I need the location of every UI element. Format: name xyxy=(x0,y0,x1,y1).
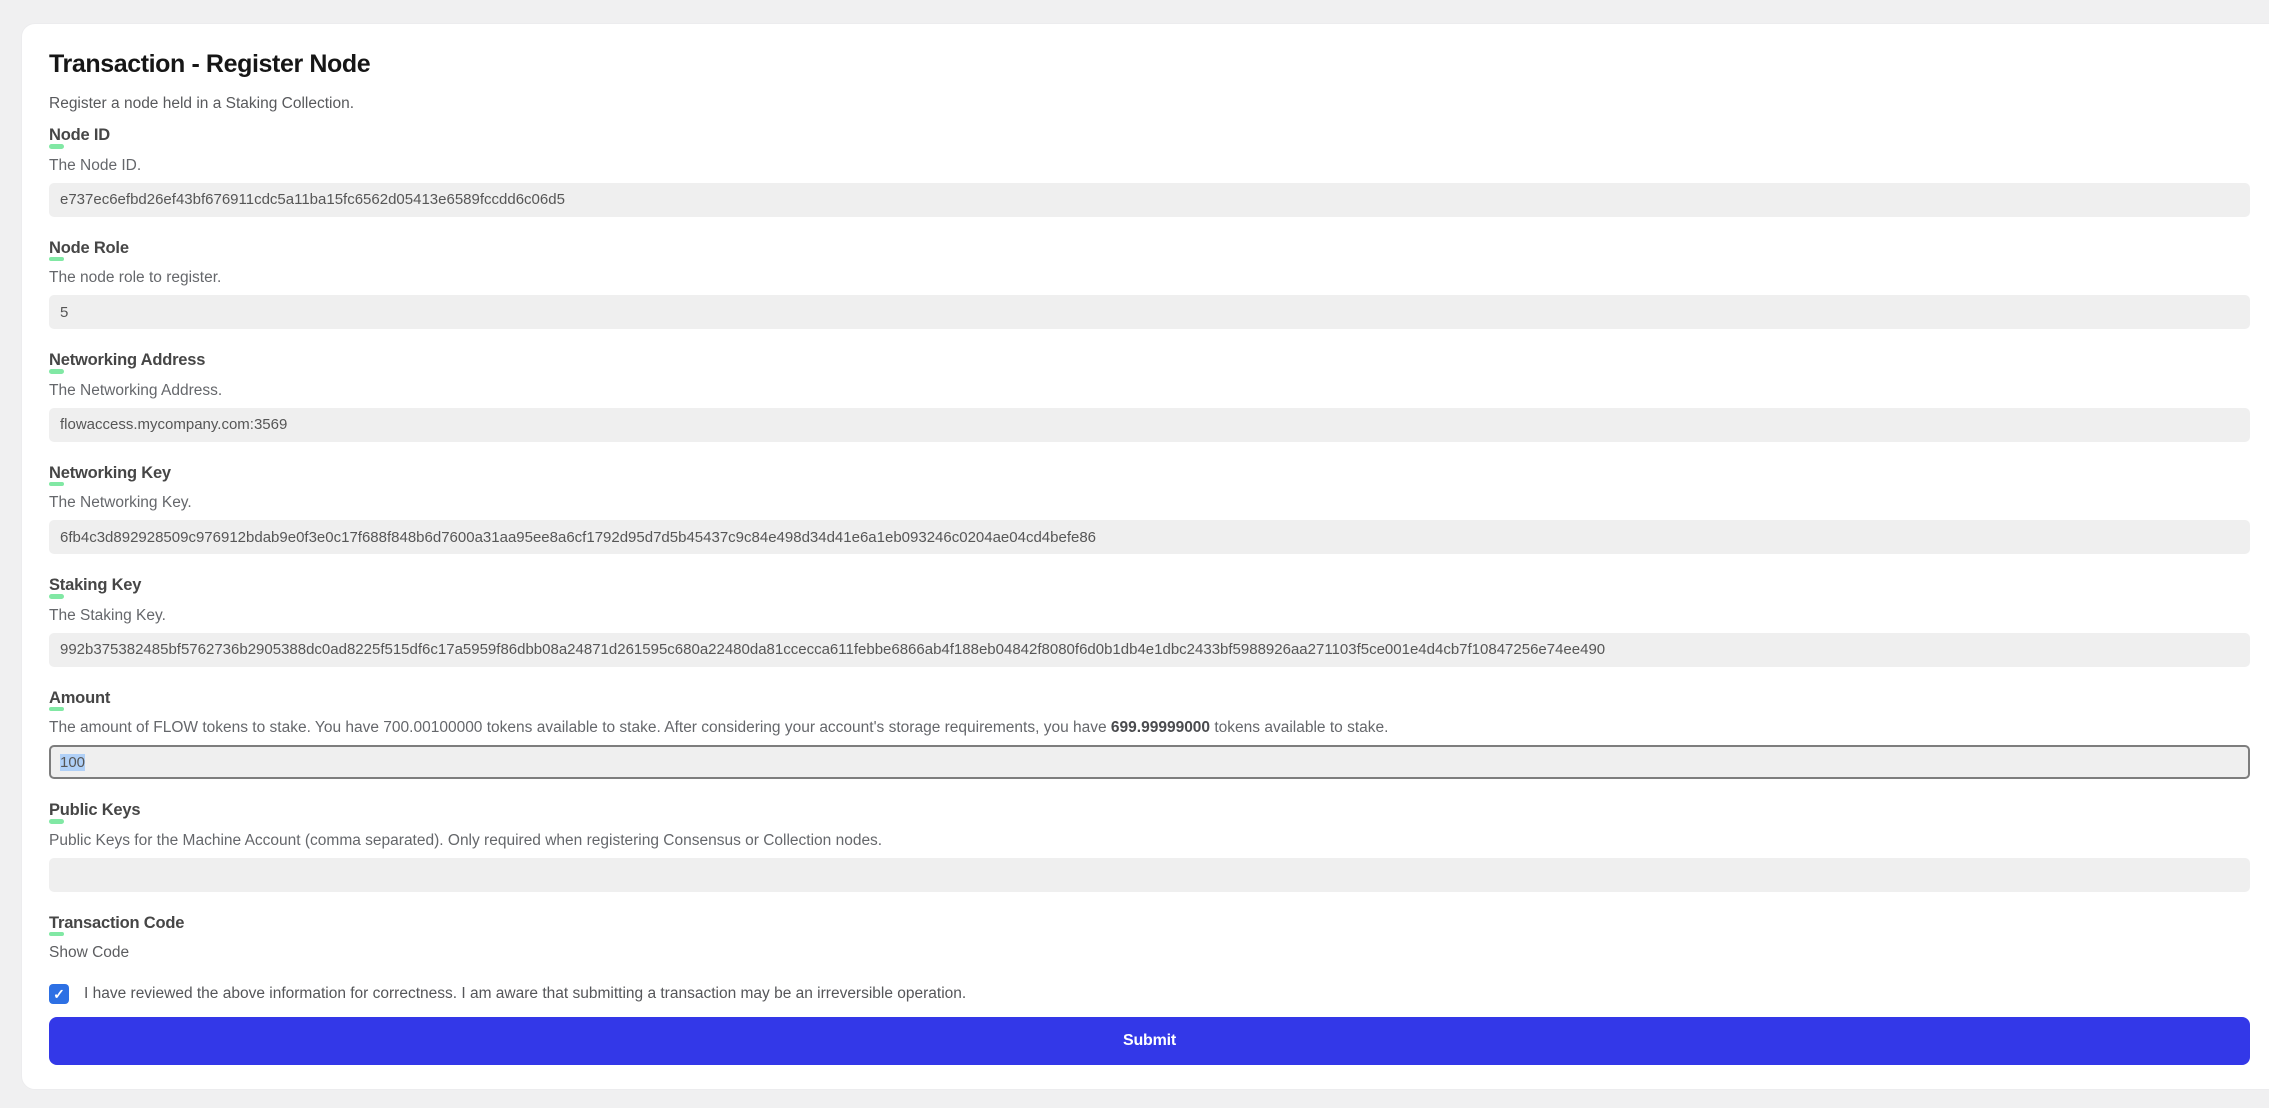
label-underline-decoration xyxy=(49,707,64,712)
node-role-label: Node Role xyxy=(49,238,129,257)
public-keys-input[interactable] xyxy=(49,858,2250,892)
checkmark-icon: ✓ xyxy=(53,985,65,1002)
networking-key-description: The Networking Key. xyxy=(49,494,192,511)
public-keys-description: Public Keys for the Machine Account (comma separated). Only required when registering Consensus or Collection nodes. xyxy=(49,831,883,849)
networking-address-description: The Networking Address. xyxy=(49,381,223,399)
confirmation-row xyxy=(49,984,2250,1004)
submit-button[interactable]: Submit xyxy=(49,1017,2250,1065)
field-amount xyxy=(49,690,2250,780)
label-underline-decoration xyxy=(49,932,64,937)
field-node-role xyxy=(49,240,2250,330)
networking-key-value: 6fb4c3d892928509c976912bdab9e0f3e0c17f688f848b6d7600a31aa95ee8a6cf1792d95d7d5b45437c9c84e498d34d41e6a1eb093246c0204ae04cd4befe86 xyxy=(60,528,1097,546)
networking-address-input[interactable] xyxy=(49,408,2250,442)
networking-address-value: flowaccess.mycompany.com:3569 xyxy=(60,416,288,433)
label-underline-decoration xyxy=(49,369,64,374)
transaction-code-label: Transaction Code xyxy=(49,913,185,932)
label-underline-decoration xyxy=(49,144,64,149)
node-role-description: The node role to register. xyxy=(49,269,222,286)
confirmation-checkbox[interactable] xyxy=(49,984,69,1004)
staking-key-description: The Staking Key. xyxy=(49,606,166,624)
field-networking-address xyxy=(49,352,2250,442)
label-underline-decoration xyxy=(49,482,64,487)
field-staking-key xyxy=(49,577,2250,667)
field-networking-key xyxy=(49,465,2250,555)
networking-key-input[interactable] xyxy=(49,520,2250,554)
transaction-form-card xyxy=(21,23,2269,1090)
public-keys-label: Public Keys xyxy=(49,801,141,819)
label-underline-decoration xyxy=(49,819,64,824)
show-code-toggle[interactable]: Show Code xyxy=(49,944,130,961)
node-id-value: e737ec6efbd26ef43bf676911cdc5a11ba15fc6562d05413e6589fccdd6c06d5 xyxy=(60,191,565,208)
label-underline-decoration xyxy=(49,594,64,599)
amount-input[interactable] xyxy=(49,745,2250,779)
amount-label: Amount xyxy=(49,688,111,707)
field-transaction-code xyxy=(49,915,2250,963)
node-role-input[interactable] xyxy=(49,295,2250,329)
page-subtitle: Register a node held in a Staking Collection. xyxy=(49,95,355,112)
networking-key-label: Networking Key xyxy=(49,463,171,482)
field-public-keys xyxy=(49,802,2250,892)
amount-description: The amount of FLOW tokens to stake. You have 700.00100000 tokens available to stake. After considering your account's storage requirements, you have 699.99999000 tokens available to stake. xyxy=(49,719,1389,736)
node-id-label: Node ID xyxy=(49,126,110,144)
page-title: Transaction - Register Node xyxy=(49,50,371,78)
staking-key-value: 992b375382485bf5762736b2905388dc0ad8225f515df6c17a5959f86dbb08a24871d261595c680a22480da81ccecca611febbe6866ab4f188eb04842f8080f6d0b1db4e1dbc2433bf5988926aa271103f5ce001e4d4cb7f10847256e74ee490 xyxy=(60,641,1606,658)
node-id-description: The Node ID. xyxy=(49,156,142,174)
node-role-value: 5 xyxy=(60,303,69,321)
node-id-input[interactable] xyxy=(49,183,2250,217)
label-underline-decoration xyxy=(49,257,64,262)
field-node-id xyxy=(49,127,2250,217)
staking-key-label: Staking Key xyxy=(49,576,142,594)
amount-value-selected: 100 xyxy=(60,753,86,771)
available-tokens-value: 699.99999000 xyxy=(1110,719,1211,736)
networking-address-label: Networking Address xyxy=(49,351,206,369)
staking-key-input[interactable] xyxy=(49,633,2250,667)
confirmation-label: I have reviewed the above information for correctness. I am aware that submitting a transaction may be an irreversible operation. xyxy=(84,985,967,1002)
